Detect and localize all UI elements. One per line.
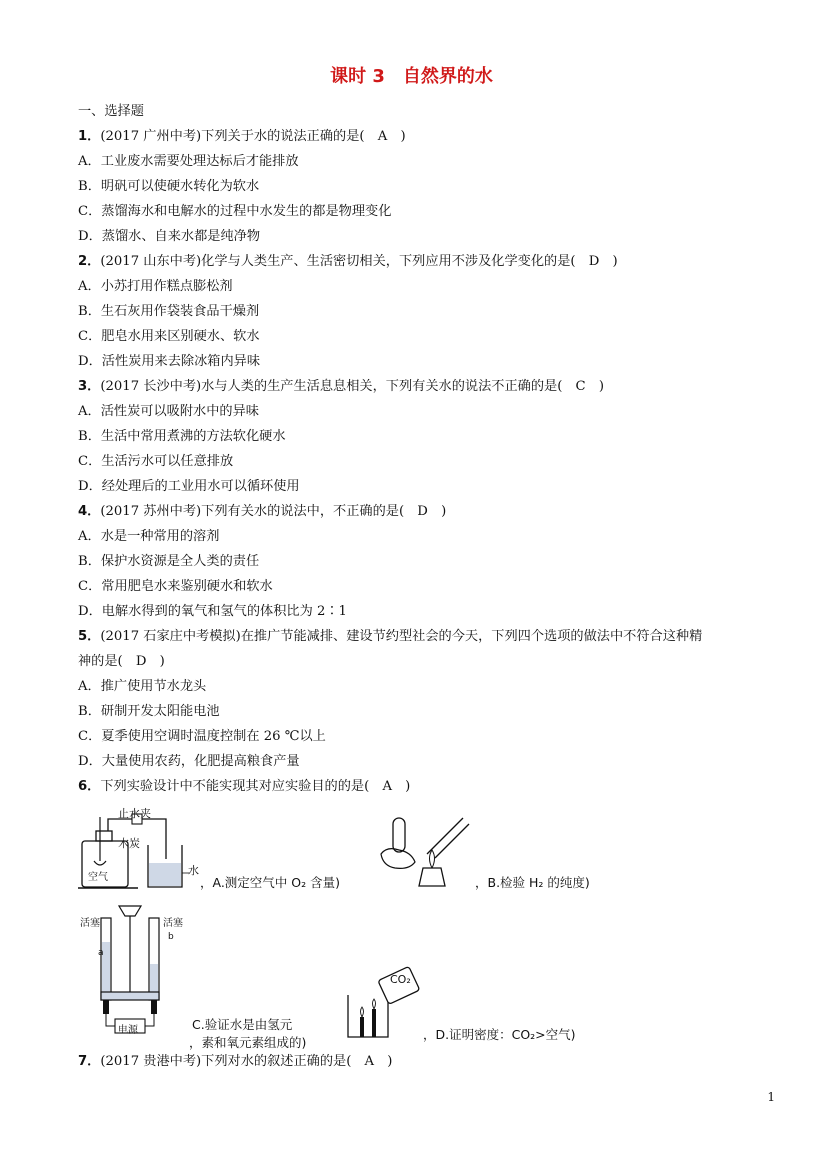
option-a: A．活性炭可以吸附水中的异味	[78, 404, 259, 419]
label-valve-left: 活塞	[80, 918, 100, 929]
caption-c-line1: C.验证水是由氢元	[192, 1017, 293, 1032]
question-2	[78, 253, 618, 271]
option-d: D．活性炭用来去除冰箱内异味	[78, 354, 261, 369]
label-water: 水	[188, 864, 199, 877]
question-stem: (2017 山东中考)化学与人类生产、生活密切相关，下列应用不涉及化学变化的是( D )	[100, 254, 618, 269]
option-b: B．明矾可以使硬水转化为软水	[78, 179, 260, 194]
option-d: D．大量使用农药，化肥提高粮食产量	[78, 754, 300, 769]
label-power: 电源	[118, 1025, 138, 1036]
question-5-cont: 神的是( D )	[78, 654, 165, 669]
label-tube-b: b	[168, 932, 174, 942]
figure-b-apparatus	[375, 812, 475, 892]
option-c: C．肥皂水用来区别硬水、软水	[78, 329, 260, 344]
question-number: 5．	[78, 629, 101, 644]
option-b: B．生石灰用作袋装食品干燥剂	[78, 304, 260, 319]
option-c: C．夏季使用空调时温度控制在 26 ℃以上	[78, 729, 326, 744]
option-a: A．小苏打用作糕点膨松剂	[78, 279, 233, 294]
caption-a: ，A.测定空气中 O₂ 含量)	[200, 875, 340, 890]
question-stem: 下列实验设计中不能实现其对应实验目的的是( A )	[100, 779, 411, 794]
label-air: 空气	[88, 872, 108, 883]
option-a: A．水是一种常用的溶剂	[78, 529, 220, 544]
question-1	[78, 128, 406, 146]
page-title: 课时 3 自然界的水	[330, 66, 493, 87]
page-number: 1	[767, 1090, 775, 1104]
question-5	[78, 628, 702, 646]
question-stem: (2017 贵港中考)下列对水的叙述正确的是( A )	[100, 1054, 393, 1069]
option-d: D．经处理后的工业用水可以循环使用	[78, 479, 300, 494]
question-7	[78, 1053, 392, 1071]
question-number: 1．	[78, 129, 101, 144]
label-clip: 止水夹	[118, 807, 151, 820]
question-3	[78, 378, 604, 396]
question-4	[78, 503, 446, 521]
figure-d-apparatus	[342, 965, 427, 1040]
option-a: A．推广使用节水龙头	[78, 679, 207, 694]
option-c: C．生活污水可以任意排放	[78, 454, 234, 469]
question-6	[78, 778, 410, 796]
question-stem: (2017 广州中考)下列关于水的说法正确的是( A )	[100, 129, 406, 144]
question-number: 7．	[78, 1054, 101, 1069]
label-valve-right: 活塞	[163, 918, 183, 929]
label-tube-a: a	[98, 948, 104, 958]
question-number: 3．	[78, 379, 101, 394]
caption-b: ，B.检验 H₂ 的纯度)	[475, 875, 590, 890]
question-stem: (2017 苏州中考)下列有关水的说法中，不正确的是( D )	[100, 504, 447, 519]
option-b: B．研制开发太阳能电池	[78, 704, 220, 719]
option-d: D．电解水得到的氧气和氢气的体积比为 2∶1	[78, 604, 347, 619]
option-c: C．蒸馏海水和电解水的过程中水发生的都是物理变化	[78, 204, 392, 219]
question-number: 2．	[78, 254, 101, 269]
question-stem: (2017 石家庄中考模拟)在推广节能减排、建设节约型社会的今天，下列四个选项的做法中不符合这种精	[100, 629, 703, 644]
question-number: 4．	[78, 504, 101, 519]
option-c: C．常用肥皂水来鉴别硬水和软水	[78, 579, 273, 594]
option-b: B．生活中常用煮沸的方法软化硬水	[78, 429, 286, 444]
option-b: B．保护水资源是全人类的责任	[78, 554, 260, 569]
question-stem: (2017 长沙中考)水与人类的生产生活息息相关，下列有关水的说法不正确的是( C )	[100, 379, 604, 394]
caption-c-line2: ，素和氧元素组成的)	[189, 1035, 307, 1050]
section-heading: 一、选择题	[78, 104, 144, 119]
option-d: D．蒸馏水、自来水都是纯净物	[78, 229, 261, 244]
label-charcoal: 木炭	[118, 837, 140, 850]
question-number: 6．	[78, 779, 101, 794]
option-a: A．工业废水需要处理达标后才能排放	[78, 154, 299, 169]
label-co2: CO₂	[390, 973, 411, 986]
caption-d: ，D.证明密度：CO₂>空气)	[423, 1027, 576, 1042]
